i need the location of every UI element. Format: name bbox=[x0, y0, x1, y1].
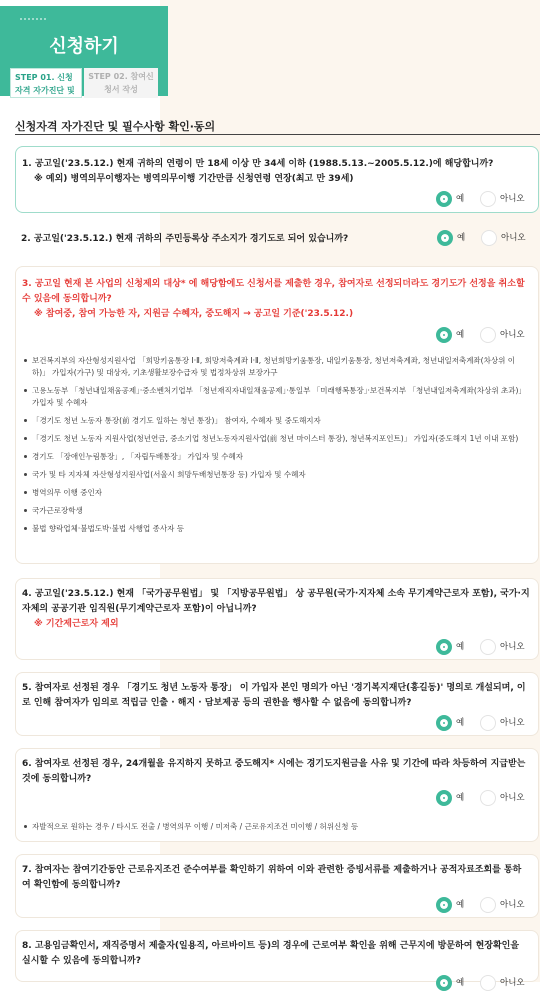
list-item: 「경기도 청년 노동자 지원사업(청년연금, 중소기업 청년노동자지원사업(前 청년 마이스터 통장), 청년복지포인트)」 가입자(중도해지 1년 이내 포함) bbox=[24, 433, 528, 445]
radio-selected-icon bbox=[436, 897, 452, 913]
radio-label-no: 아니오 bbox=[500, 194, 525, 204]
question-1-radio-group bbox=[436, 191, 532, 207]
question-8-text: 8. 고용임금확인서, 재직증명서 제출자(일용직, 아르바이트 등)의 경우에 근로여부 확인을 위해 근무지에 방문하여 현장확인을 실시할 수 있음에 동의합니까? bbox=[22, 941, 520, 966]
question-card-7 bbox=[15, 854, 539, 918]
radio-label-yes: 예 bbox=[456, 793, 465, 803]
radio-selected-icon bbox=[436, 191, 452, 207]
radio-label-yes: 예 bbox=[456, 718, 465, 728]
question-5-radio-group bbox=[436, 715, 532, 731]
list-item: 불법 향락업체·불법도박·불법 사행업 종사자 등 bbox=[24, 523, 528, 535]
decorative-squiggle bbox=[20, 18, 46, 24]
question-8-radio-group bbox=[436, 975, 532, 991]
question-7-text: 7. 참여자는 참여기간동안 근로유지조건 준수여부를 확인하기 위하여 이와 관련한 증빙서류를 제출하거나 공적자료조회를 통하여 확인함에 동의합니까? bbox=[22, 865, 522, 890]
radio-label-yes: 예 bbox=[456, 330, 465, 340]
question-3-exclusion-list bbox=[24, 355, 528, 541]
question-4-radio-group bbox=[436, 639, 532, 655]
question-4-text: 4. 공고일('23.5.12.) 현재 「국가공무원법」 및 「지방공무원법」 상 공무원(국가·지자체 소속 무기계약근로자 포함), 국가·지자체의 공공기관 임직원(무기계약근로자 포함)이 아닙니까? bbox=[22, 589, 530, 614]
question-7-radio-group bbox=[436, 897, 532, 913]
list-item: 보건복지부의 자산형성지원사업 「희망키움통장 Ⅰ·Ⅱ, 희망저축계좌 Ⅰ·Ⅱ, 청년희망키움통장, 내일키움통장, 청년저축계좌, 청년내일저축계좌(차상위 이하)」 가입자(가구) 및 대상자, 기초생활보장수급자 및 법정차상위 보장가구 bbox=[24, 355, 528, 379]
question-6-radio-group bbox=[436, 790, 532, 806]
question-card-4 bbox=[15, 578, 539, 660]
radio-selected-icon bbox=[436, 975, 452, 991]
radio-label-no: 아니오 bbox=[500, 330, 525, 340]
radio-label-yes: 예 bbox=[456, 978, 465, 988]
radio-label-no: 아니오 bbox=[500, 793, 525, 803]
list-item: 자발적으로 원하는 경우 / 타시도 전출 / 병역의무 이행 / 미저축 / 근로유지조건 미이행 / 허위신청 등 bbox=[24, 821, 528, 833]
question-card-5 bbox=[15, 672, 539, 736]
radio-label-no: 아니오 bbox=[500, 900, 525, 910]
page-title: 신청하기 bbox=[49, 36, 119, 57]
question-5-text: 5. 참여자로 선정된 경우 「경기도 청년 노동자 통장」 이 가입자 본인 명의가 아닌 '경기복지재단(홍길동)' 명의로 개설되며, 이로 인해 참여자가 임의로 적립금 인출 · 해지 · 담보제공 등의 권한을 행사할 수 없음에 동의합니까? bbox=[22, 683, 526, 708]
radio-selected-icon bbox=[436, 715, 452, 731]
question-1-text: 1. 공고일('23.5.12.) 현재 귀하의 연령이 만 18세 이상 만 34세 이하 (1988.5.13.~2005.5.12.)에 해당합니까? bbox=[22, 159, 494, 169]
section-title: 신청자격 자가진단 및 필수사항 확인·동의 bbox=[15, 120, 216, 133]
radio-unselected-icon bbox=[480, 191, 496, 207]
radio-label-no: 아니오 bbox=[500, 978, 525, 988]
radio-selected-icon bbox=[436, 327, 452, 343]
radio-unselected-icon bbox=[480, 715, 496, 731]
step-2-tab[interactable] bbox=[84, 68, 158, 98]
radio-label-no: 아니오 bbox=[501, 233, 526, 243]
question-card-8 bbox=[15, 930, 539, 988]
radio-label-no: 아니오 bbox=[500, 642, 525, 652]
radio-label-yes: 예 bbox=[457, 233, 466, 243]
step-2-label: STEP 02. 참여신청서 작성 bbox=[88, 72, 154, 94]
radio-unselected-icon bbox=[480, 897, 496, 913]
question-1-note: ※ 예외) 병역의무이행자는 병역의무이행 기간만큼 신청연령 연장(최고 만 39세) bbox=[34, 174, 354, 184]
list-item: 국가근로장학생 bbox=[24, 505, 528, 517]
radio-label-yes: 예 bbox=[456, 642, 465, 652]
question-3-note: ※ 참여중, 참여 가능한 자, 지원금 수혜자, 중도해지 → 공고일 기준('23.5.12.) bbox=[34, 309, 354, 319]
radio-selected-icon bbox=[436, 639, 452, 655]
question-6-termination-list bbox=[24, 821, 528, 839]
list-item: 「경기도 청년 노동자 통장(前 경기도 일하는 청년 통장)」 참여자, 수혜자 및 중도해지자 bbox=[24, 415, 528, 427]
list-item: 병역의무 이행 중인자 bbox=[24, 487, 528, 499]
list-item: 경기도 「장애인누림통장」, 「자립두배통장」 가입자 및 수혜자 bbox=[24, 451, 528, 463]
step-1-tab[interactable] bbox=[10, 68, 82, 98]
radio-unselected-icon bbox=[480, 327, 496, 343]
question-card-3 bbox=[15, 266, 539, 564]
radio-label-yes: 예 bbox=[456, 900, 465, 910]
question-card-1 bbox=[15, 146, 539, 213]
radio-unselected-icon bbox=[480, 639, 496, 655]
radio-selected-icon bbox=[437, 230, 453, 246]
step-1-label: STEP 01. 신청자격 자가진단 및 bbox=[15, 73, 75, 95]
radio-unselected-icon bbox=[480, 790, 496, 806]
question-card-6 bbox=[15, 748, 539, 842]
question-3-radio-group bbox=[436, 327, 532, 343]
radio-selected-icon bbox=[436, 790, 452, 806]
question-2-text: 2. 공고일('23.5.12.) 현재 귀하의 주민등록상 주소지가 경기도로 되어 있습니까? bbox=[21, 234, 349, 244]
list-item: 국가 및 타 지자체 자산형성지원사업(서울시 희망두배청년통장 등) 가입자 및 수혜자 bbox=[24, 469, 528, 481]
radio-unselected-icon bbox=[481, 230, 497, 246]
section-divider bbox=[15, 134, 540, 135]
question-6-text: 6. 참여자로 선정된 경우, 24개월을 유지하지 못하고 중도해지* 시에는 경기도지원금을 사유 및 기간에 따라 차등하여 지급받는 것에 동의합니까? bbox=[22, 759, 526, 784]
question-4-note: ※ 기간제근로자 제외 bbox=[34, 619, 119, 629]
question-card-2 bbox=[15, 226, 539, 254]
list-item: 고용노동부 「청년내일채움공제」·중소벤처기업부 「청년재직자내일채움공제」·통일부 「미래행복통장」·보건복지부 「청년내일저축계좌(차상위 초과)」 가입자 및 수혜자 bbox=[24, 385, 528, 409]
radio-label-yes: 예 bbox=[456, 194, 465, 204]
step-indicator bbox=[10, 68, 158, 98]
radio-unselected-icon bbox=[480, 975, 496, 991]
question-2-radio-group bbox=[437, 230, 533, 246]
question-3-text: 3. 공고일 현재 본 사업의 신청제외 대상* 에 해당함에도 신청서를 제출한 경우, 참여자로 선정되더라도 경기도가 선정을 취소할 수 있음에 동의합니까? bbox=[22, 279, 525, 304]
radio-label-no: 아니오 bbox=[500, 718, 525, 728]
